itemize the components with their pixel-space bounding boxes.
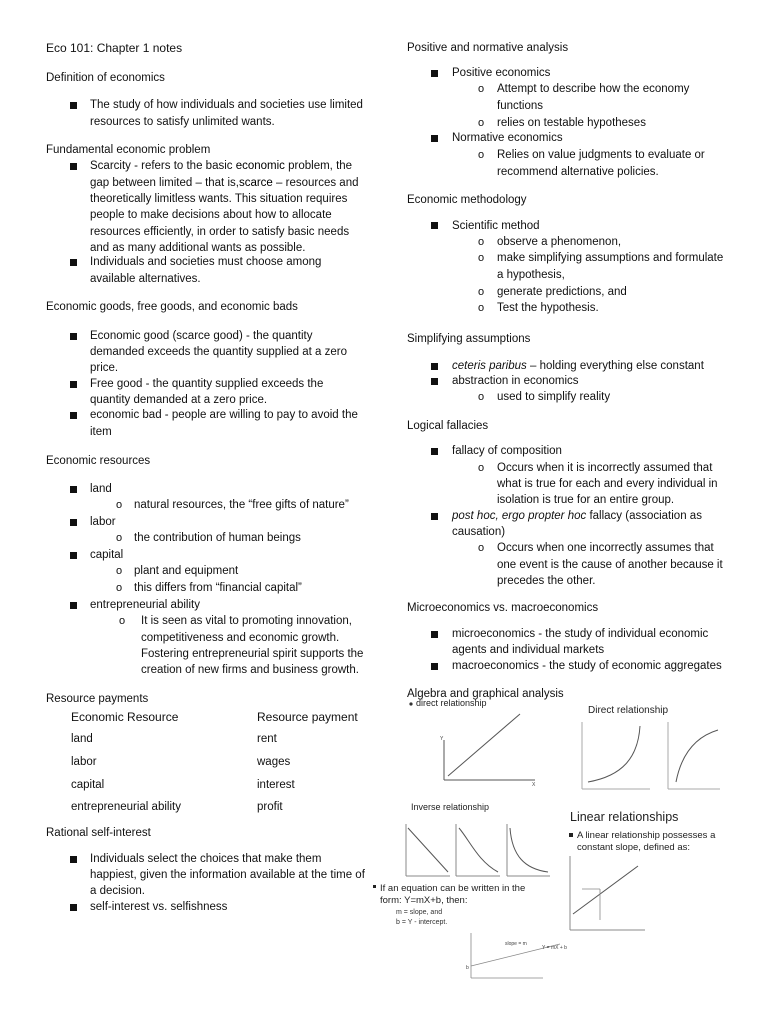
equation-note: b = Y - intercept. xyxy=(396,919,448,926)
linear-note: constant slope, defined as: xyxy=(577,842,691,853)
list-item: Normative economics xyxy=(452,132,563,144)
heading-simplifying: Simplifying assumptions xyxy=(407,333,531,345)
graphs-figure xyxy=(360,696,720,991)
list-item: Fostering entrepreneurial spirit supports the xyxy=(141,648,364,660)
list-item xyxy=(452,358,704,374)
table-cell: capital xyxy=(71,779,105,791)
list-item: Individuals and societies must choose among xyxy=(90,256,322,268)
bullet-square xyxy=(431,222,438,229)
list-item: precedes the other. xyxy=(497,575,596,587)
table-cell: entrepreneurial ability xyxy=(71,801,181,813)
list-item: a decision. xyxy=(90,885,145,897)
sub-bullet-circle: o xyxy=(478,542,485,554)
list-item: a hypothesis, xyxy=(497,269,565,281)
sub-bullet-circle: o xyxy=(116,532,123,544)
list-item: Free good - the quantity supplied exceeds the xyxy=(90,378,324,390)
sub-bullet-circle: o xyxy=(119,615,126,627)
list-item: functions xyxy=(497,100,544,112)
list-item: price. xyxy=(90,362,119,374)
bullet-square xyxy=(431,378,438,385)
bullet-square xyxy=(431,135,438,142)
bullet-square xyxy=(373,885,376,888)
list-item: Positive economics xyxy=(452,67,551,79)
direct-line xyxy=(448,714,520,776)
bullet-square xyxy=(431,70,438,77)
list-item: theoretically limitless wants. This situation requires xyxy=(90,193,348,205)
list-item: this differs from “financial capital” xyxy=(134,582,302,594)
sub-bullet-circle: o xyxy=(478,252,485,264)
list-item: creation of new firms and business growth. xyxy=(141,664,359,676)
bullet-square xyxy=(70,381,77,388)
direct-bullet-label: direct relationship xyxy=(416,698,487,708)
sub-bullet-circle: o xyxy=(116,582,123,594)
table-cell: profit xyxy=(257,801,283,813)
table-cell: interest xyxy=(257,779,295,791)
line-label: Y = mX + b xyxy=(542,945,567,951)
bullet-square xyxy=(70,856,77,863)
list-item xyxy=(90,158,352,174)
list-item: The study of how individuals and societies use limited xyxy=(90,99,363,111)
list-item: Attempt to describe how the economy xyxy=(497,83,690,95)
list-item: resources efficiently, in order to satisfy basic needs xyxy=(90,226,350,238)
heading-positive-normative: Positive and normative analysis xyxy=(407,42,569,54)
sub-bullet-circle: o xyxy=(478,149,485,161)
text: scarce xyxy=(238,177,273,189)
list-item: competitiveness and economic growth. xyxy=(141,632,340,644)
list-item: happiest, given the information available at the time of xyxy=(90,869,365,881)
list-item: plant and equipment xyxy=(134,565,239,577)
list-item: observe a phenomenon, xyxy=(497,236,622,248)
bullet-square xyxy=(70,333,77,340)
bullet-square xyxy=(70,486,77,493)
list-item: one event is the cause of another because it xyxy=(497,559,723,571)
heading-definition: Definition of economics xyxy=(46,72,165,84)
sub-bullet-circle: o xyxy=(478,286,485,298)
list-item: make simplifying assumptions and formulate xyxy=(497,252,724,264)
linear-note: A linear relationship possesses a xyxy=(577,830,716,841)
list-item: quantity demanded at a zero price. xyxy=(90,394,268,406)
text: post hoc, ergo propter hoc xyxy=(452,510,587,522)
table-cell: land xyxy=(71,733,93,745)
heading-fallacies: Logical fallacies xyxy=(407,420,489,432)
intercept-label: b xyxy=(466,965,469,971)
bullet-square xyxy=(70,412,77,419)
list-item xyxy=(452,508,702,524)
bullet-dot xyxy=(409,702,412,705)
bullet-square xyxy=(70,102,77,109)
table-cell: rent xyxy=(257,733,277,745)
heading-goods: Economic goods, free goods, and economic bads xyxy=(46,301,298,313)
bullet-square xyxy=(70,163,77,170)
list-item: demanded exceeds the quantity supplied at a zero xyxy=(90,346,348,358)
list-item: resources to satisfy unlimited wants. xyxy=(90,116,275,128)
list-item: microeconomics - the study of individual economic xyxy=(452,628,709,640)
text: gap between limited – that is, xyxy=(90,177,239,189)
list-item: economic bad - people are willing to pay to avoid the xyxy=(90,409,358,421)
list-item: agents and individual markets xyxy=(452,644,605,656)
list-item: macroeconomics - the study of economic aggregates xyxy=(452,660,722,672)
heading-self-interest: Rational self-interest xyxy=(46,827,151,839)
list-item: Individuals select the choices that make them xyxy=(90,853,322,865)
table-header: Resource payment xyxy=(257,710,358,724)
table-cell: labor xyxy=(71,756,97,768)
bullet-square xyxy=(70,519,77,526)
list-item: what is true for each and every individual in xyxy=(497,478,718,490)
text: economic xyxy=(235,160,285,172)
text: – resources and xyxy=(272,177,359,189)
bullet-square xyxy=(70,259,77,266)
equation-note: m = slope, and xyxy=(396,909,443,916)
list-item xyxy=(90,175,359,191)
slope-label: slope = m xyxy=(505,941,527,947)
inverse-curve xyxy=(459,828,498,872)
list-item: self-interest vs. selfishness xyxy=(90,901,228,913)
inverse-line xyxy=(408,828,448,872)
direct-curve-concave xyxy=(676,730,718,782)
equation-note: form: Y=mX+b, then: xyxy=(380,895,468,906)
linear-relationships-title: Linear relationships xyxy=(570,810,679,824)
list-item: causation) xyxy=(452,526,506,538)
list-item: the contribution of human beings xyxy=(134,532,301,544)
bullet-square xyxy=(569,833,573,837)
heading-methodology: Economic methodology xyxy=(407,194,527,206)
list-item: available alternatives. xyxy=(90,273,201,285)
list-item: land xyxy=(90,483,112,495)
sub-bullet-circle: o xyxy=(116,565,123,577)
list-item: Occurs when one incorrectly assumes that xyxy=(497,542,714,554)
bullet-square xyxy=(70,552,77,559)
linear-line xyxy=(573,866,638,914)
list-item: isolation is true for an entire group. xyxy=(497,494,675,506)
list-item: Occurs when it is incorrectly assumed that xyxy=(497,462,713,474)
sub-bullet-circle: o xyxy=(478,391,485,403)
list-item: recommend alternative policies. xyxy=(497,166,659,178)
bullet-square xyxy=(431,631,438,638)
list-item: Economic good (scarce good) - the quantity xyxy=(90,330,313,342)
heading-micro-macro: Microeconomics vs. macroeconomics xyxy=(407,602,599,614)
text: fallacy (association as xyxy=(586,510,702,522)
list-item: and as many additional wants as possible. xyxy=(90,242,306,254)
text: – holding everything else constant xyxy=(526,360,704,372)
list-item: fallacy of composition xyxy=(452,445,562,457)
list-item: relies on testable hypotheses xyxy=(497,117,646,129)
page-title: Eco 101: Chapter 1 notes xyxy=(46,41,183,55)
inverse-curve xyxy=(510,828,548,872)
bullet-square xyxy=(431,513,438,520)
list-item: entrepreneurial ability xyxy=(90,599,200,611)
list-item: used to simplify reality xyxy=(497,391,611,403)
list-item: abstraction in economics xyxy=(452,375,579,387)
sub-bullet-circle: o xyxy=(478,83,485,95)
list-item: natural resources, the “free gifts of nature” xyxy=(134,499,349,511)
bullet-square xyxy=(70,904,77,911)
sub-bullet-circle: o xyxy=(478,302,485,314)
direct-curve-convex xyxy=(588,726,640,782)
heading-algebra: Algebra and graphical analysis xyxy=(407,688,564,700)
list-item: labor xyxy=(90,516,116,528)
direct-relationship-title: Direct relationship xyxy=(588,705,669,716)
text: Scarcity - refers to the basic xyxy=(90,160,236,172)
bullet-square xyxy=(431,663,438,670)
list-item: Relies on value judgments to evaluate or xyxy=(497,149,705,161)
bullet-square xyxy=(70,602,77,609)
list-item: item xyxy=(90,426,112,438)
sub-bullet-circle: o xyxy=(478,462,485,474)
list-item: people to make decisions about how to allocate xyxy=(90,209,332,221)
text: ceteris paribus xyxy=(452,360,527,372)
text: problem, the xyxy=(284,160,353,172)
bullet-square xyxy=(431,363,438,370)
sub-bullet-circle: o xyxy=(116,499,123,511)
sub-bullet-circle: o xyxy=(478,236,485,248)
equation-note: If an equation can be written in the xyxy=(380,883,526,894)
heading-payments: Resource payments xyxy=(46,693,149,705)
list-item: capital xyxy=(90,549,124,561)
list-item: It is seen as vital to promoting innovation, xyxy=(141,615,352,627)
table-cell: wages xyxy=(257,756,291,768)
inverse-relationship-title: Inverse relationship xyxy=(411,802,490,812)
axis-y-label: Y xyxy=(440,736,444,742)
list-item: Test the hypothesis. xyxy=(497,302,599,314)
bullet-square xyxy=(431,448,438,455)
table-header: Economic Resource xyxy=(71,710,179,724)
list-item: Scientific method xyxy=(452,220,540,232)
list-item: generate predictions, and xyxy=(497,286,627,298)
heading-fundamental: Fundamental economic problem xyxy=(46,144,211,156)
heading-resources: Economic resources xyxy=(46,455,151,467)
axis-x-label: X xyxy=(532,782,536,788)
sub-bullet-circle: o xyxy=(478,117,485,129)
